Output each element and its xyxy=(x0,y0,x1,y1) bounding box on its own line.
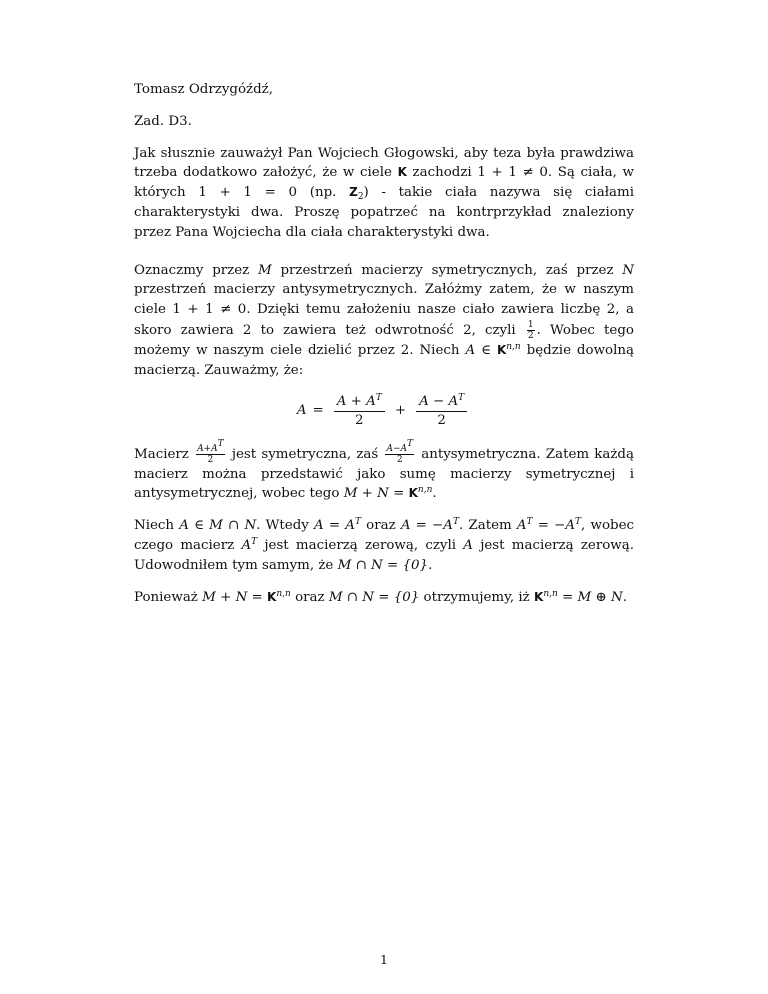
integers-symbol: Z xyxy=(349,185,358,200)
field-symbol: K xyxy=(496,342,507,357)
text: Ponieważ xyxy=(134,589,203,605)
text: Oznaczmy przez xyxy=(134,262,258,278)
text: przestrzeń macierzy antysymetrycznych. Załóżmy zatem, że w naszym ciele 1 + 1 ≠ 0. Dzięki temu założeniu nasze ciało zawiera liczbę 2, a skoro zawiera 2 to zawiera też odwrotność 2, czyli xyxy=(134,282,634,338)
math: A xyxy=(465,342,476,358)
equation-lhs: A xyxy=(296,403,307,419)
text: . Zatem xyxy=(458,518,517,534)
math: A xyxy=(516,518,527,534)
math: A = A xyxy=(314,518,355,534)
math: M xyxy=(257,262,272,278)
author-line: Tomasz Odrzygóźdź, xyxy=(134,82,273,97)
math: M ∩ N = {0} xyxy=(337,557,429,573)
task-heading: Zad. D3. xyxy=(134,113,192,129)
text: . Wtedy xyxy=(256,518,315,534)
superscript: n,n xyxy=(506,341,521,352)
text: oraz xyxy=(290,589,329,605)
math: M + N = xyxy=(202,589,268,605)
math: = M ⊕ N xyxy=(557,589,623,605)
field-symbol: K xyxy=(534,589,544,604)
fraction-one-half: $\frac{1}{2}$ xyxy=(527,319,534,341)
superscript: n,n xyxy=(543,588,558,599)
superscript: n,n xyxy=(276,588,291,599)
text: przestrzeń macierzy symetrycznych, zaś przez xyxy=(271,262,623,278)
math: A = −A xyxy=(400,518,453,534)
fraction-antisymmetric-part: $\frac{A - A^T}{2}$ xyxy=(416,393,467,430)
text: będzie dowolną macierzą. Zauważmy, że: xyxy=(134,342,634,378)
text: Macierz xyxy=(134,446,195,462)
field-symbol: K xyxy=(267,589,277,604)
field-symbol: K xyxy=(408,486,418,501)
paragraph-note xyxy=(134,144,634,243)
fraction-symmetric-part: $\frac{A + A^T}{2}$ xyxy=(334,393,385,430)
inline-fraction-symmetric: $\frac{A+A^T}{2}$ xyxy=(197,438,224,465)
text: otrzymujemy, iż xyxy=(419,589,534,605)
subscript: 2 xyxy=(357,192,364,203)
display-equation xyxy=(134,393,634,430)
text: zachodzi 1 + 1 ≠ 0. Są ciała, w których 1 + 1 = 0 (np. xyxy=(134,165,634,201)
document-body xyxy=(134,80,634,607)
paragraph-decomposition: Macierz $\frac{A+A^T}{2}$ jest symetryczna, zaś $\frac{A-A^T}{2}$ antysymetryczna. Zatem każdą macierz można przedstawić jako sumę macierzy symetrycznej i antysymetrycznej, wobec tego M + N = K$^{n,n}$. xyxy=(134,438,634,502)
math: = −A xyxy=(532,518,576,534)
paragraph-definitions xyxy=(134,261,634,381)
math: M ∩ N = {0} xyxy=(328,589,420,605)
equals-sign: = xyxy=(312,403,324,419)
paragraph-intersection: Niech A ∈ M ∩ N. Wtedy $A = A^T$ oraz $A = -A^T$. Zatem $A^T = -A^T$, wobec czego macierz $A^T$ jest macierzą zerową, czyli A jest macierzą zerową. Udowodniłem tym samym, że M ∩ N = {0}. xyxy=(134,517,635,573)
text: jest macierzą zerową, czyli xyxy=(257,537,464,553)
text: Niech xyxy=(134,518,180,534)
text: jest macierzą zerową. Udowodniłem tym samym, że xyxy=(134,537,634,573)
superscript: n,n xyxy=(417,485,433,496)
math: A xyxy=(463,537,473,553)
page-number: 1 xyxy=(380,952,388,967)
text: , wobec czego macierz xyxy=(134,518,635,553)
plus-sign: + xyxy=(394,403,407,419)
text: oraz xyxy=(360,518,401,534)
paragraph-conclusion: Ponieważ M + N = K$^{n,n}$ oraz M ∩ N = {0} otrzymujemy, iż K$^{n,n}$ = M ⊕ N. xyxy=(134,588,627,605)
math: A xyxy=(241,537,252,553)
text: jest symetryczna, zaś xyxy=(226,446,384,462)
text: ) - takie ciała nazywa się ciałami charakterystyki dwa. Proszę popatrzeć na kontrprzykład znaleziony przez Pana Wojciecha dla ciała charakterystyki dwa. xyxy=(134,185,634,240)
inline-fraction-antisymmetric: $\frac{A-A^T}{2}$ xyxy=(386,438,414,465)
text: Jak słusznie zauważył Pan Wojciech Głogowski, aby teza była prawdziwa trzeba dodatkowo założyć, że w ciele xyxy=(134,145,634,181)
math: ∈ xyxy=(475,342,497,358)
text: antysymetryczna. Zatem każdą macierz można przedstawić jako sumę macierzy symetrycznej i antysymetrycznej, wobec tego xyxy=(134,446,634,502)
field-symbol: K xyxy=(397,165,407,180)
math: M + N = xyxy=(343,486,409,502)
math: N xyxy=(622,262,635,278)
text: . Wobec tego możemy w naszym ciele dzielić przez 2. Niech xyxy=(134,322,634,358)
math: A ∈ M ∩ N xyxy=(179,518,257,534)
